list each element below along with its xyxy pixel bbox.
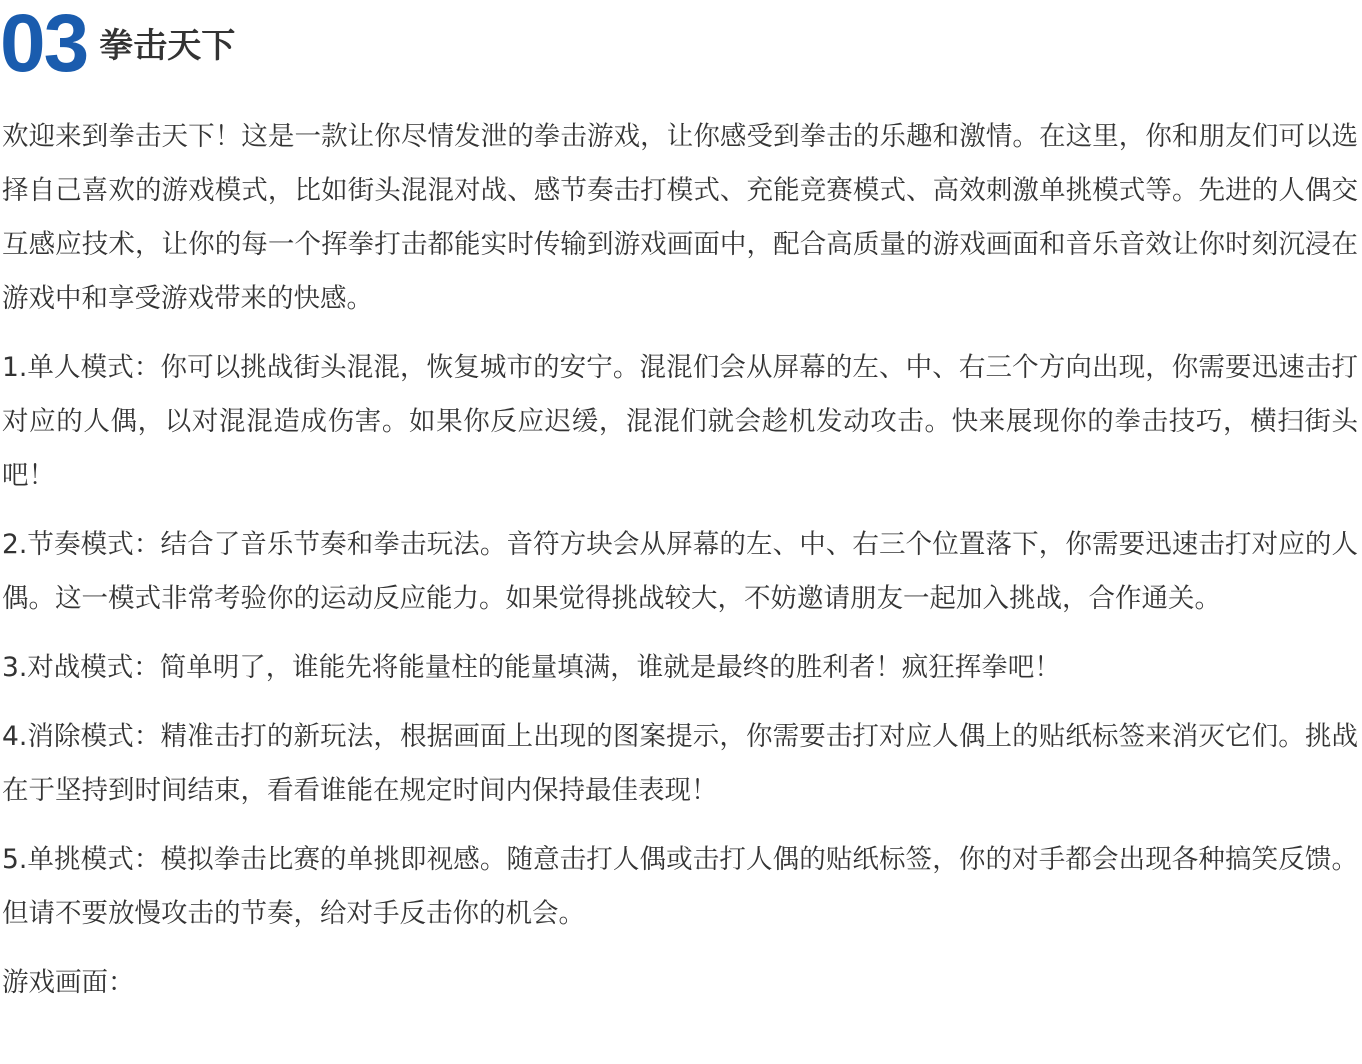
article-body [2, 110, 1358, 1010]
section-number: 03 [0, 0, 88, 89]
mode-duel-paragraph: 5.单挑模式：模拟拳击比赛的单挑即视感。随意击打人偶或击打人偶的贴纸标签，你的对手都会出现各种搞笑反馈。但请不要放慢攻击的节奏，给对手反击你的机会。 [2, 844, 1358, 929]
mode-battle-paragraph: 3.对战模式：简单明了，谁能先将能量柱的能量填满，谁就是最终的胜利者！疯狂挥拳吧！ [2, 652, 1061, 683]
section-header [0, 0, 236, 89]
intro-paragraph: 欢迎来到拳击天下！这是一款让你尽情发泄的拳击游戏，让你感受到拳击的乐趣和激情。在这里，你和朋友们可以选择自己喜欢的游戏模式，比如街头混混对战、感节奏击打模式、充能竞赛模式、高效刺激单挑模式等。先进的人偶交互感应技术，让你的每一个挥拳打击都能实时传输到游戏画面中，配合高质量的游戏画面和音乐音效让你时刻沉浸在游戏中和享受游戏带来的快感。 [2, 121, 1358, 314]
mode-single-paragraph: 1.单人模式：你可以挑战街头混混，恢复城市的安宁。混混们会从屏幕的左、中、右三个方向出现，你需要迅速击打对应的人偶，以对混混造成伤害。如果你反应迟缓，混混们就会趁机发动攻击。快来展现你的拳击技巧，横扫街头吧！ [2, 352, 1358, 491]
mode-rhythm-paragraph: 2.节奏模式：结合了音乐节奏和拳击玩法。音符方块会从屏幕的左、中、右三个位置落下，你需要迅速击打对应的人偶。这一模式非常考验你的运动反应能力。如果觉得挑战较大，不妨邀请朋友一起加入挑战，合作通关。 [2, 529, 1358, 614]
section-title: 拳击天下 [99, 26, 236, 66]
game-screen-label: 游戏画面： [2, 967, 135, 998]
mode-elimination-paragraph: 4.消除模式：精准击打的新玩法，根据画面上出现的图案提示，你需要击打对应人偶上的贴纸标签来消灭它们。挑战在于坚持到时间结束，看看谁能在规定时间内保持最佳表现！ [2, 721, 1358, 806]
